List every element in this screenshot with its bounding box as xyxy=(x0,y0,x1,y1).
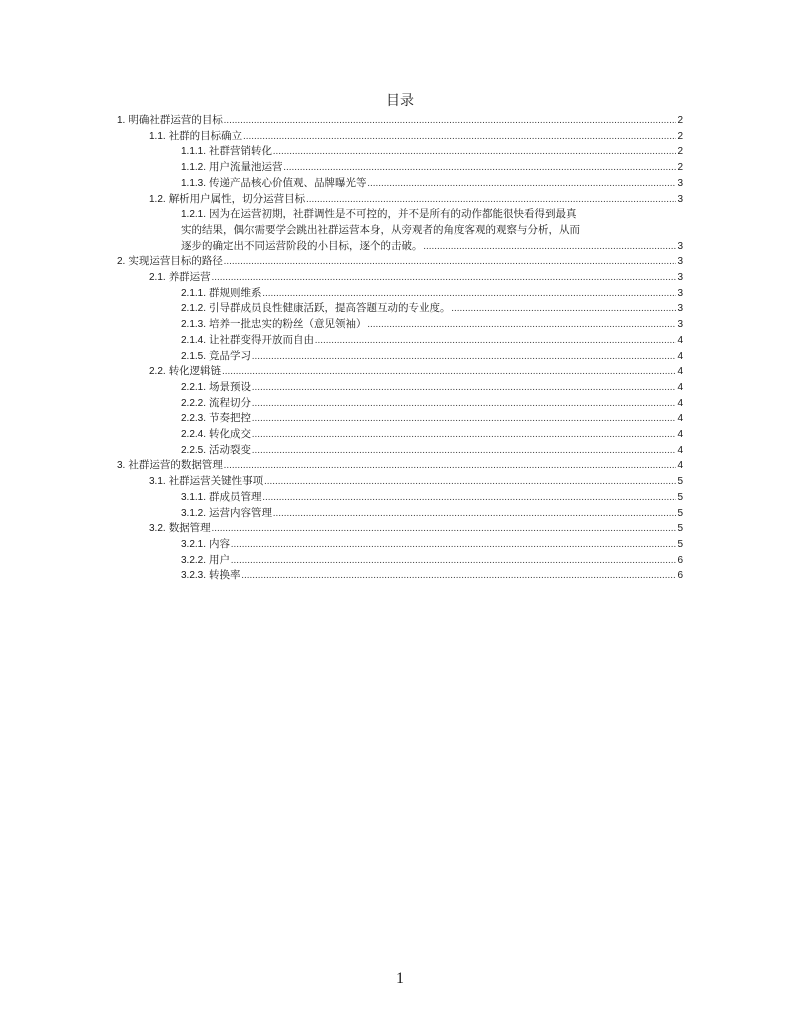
toc-entry[interactable] xyxy=(117,207,683,254)
toc-entry-text: 传递产品核心价值观、品牌曝光等 xyxy=(209,177,367,189)
dot-leader xyxy=(224,254,677,270)
toc-entry[interactable] xyxy=(117,490,683,506)
toc-entry-number: 3.2.2. xyxy=(181,554,207,566)
toc-entry-text: 转化成交 xyxy=(209,429,252,441)
toc-entry-text: 实现运营目标的路径 xyxy=(128,256,223,268)
toc-entry-page: 2 xyxy=(677,115,683,126)
toc-entry-page: 3 xyxy=(677,303,683,315)
toc-entry[interactable] xyxy=(117,411,683,427)
toc-entry-text: 场景预设 xyxy=(209,381,252,393)
toc-entry-page: 3 xyxy=(677,287,683,299)
toc-entry[interactable] xyxy=(117,364,683,380)
toc-entry-page: 4 xyxy=(677,381,683,393)
toc-entry-text: 活动裂变 xyxy=(209,444,252,456)
dot-leader xyxy=(252,411,676,427)
toc-entry[interactable] xyxy=(117,396,683,412)
toc-entry-text: 数据管理 xyxy=(168,523,211,535)
toc-entry[interactable] xyxy=(117,144,683,160)
toc-entry-number: 2.2.2. xyxy=(181,397,207,409)
toc-entry-number: 3.1. xyxy=(149,476,166,488)
toc-entry-page: 3 xyxy=(677,240,683,252)
toc-entry-page: 5 xyxy=(677,523,683,535)
toc-entry[interactable] xyxy=(117,349,683,365)
toc-entry-number: 2.2.3. xyxy=(181,413,207,425)
toc-entry-text: 让社群变得开放而自由 xyxy=(209,334,315,346)
toc-entry-text: 竞品学习 xyxy=(209,350,252,362)
toc-entry-number: 1.1. xyxy=(149,130,166,142)
dot-leader xyxy=(424,239,677,255)
toc-entry[interactable] xyxy=(117,160,683,176)
toc-entry-number: 2.1. xyxy=(149,272,166,284)
toc-entry[interactable] xyxy=(117,474,683,490)
dot-leader xyxy=(222,364,676,380)
toc-entry-number: 2. xyxy=(117,256,126,268)
dot-leader xyxy=(242,568,677,584)
dot-leader xyxy=(252,396,676,412)
dot-leader xyxy=(252,349,676,365)
toc-title: 目录 xyxy=(386,94,414,109)
toc-entry-text: 转化逻辑链 xyxy=(168,366,222,378)
toc-entry-text: 用户 xyxy=(209,554,231,566)
toc-entry-page: 4 xyxy=(677,397,683,409)
toc-entry[interactable] xyxy=(117,506,683,522)
toc-entry[interactable] xyxy=(117,286,683,302)
dot-leader xyxy=(284,160,677,176)
toc-entry-number: 2.2.5. xyxy=(181,444,207,456)
toc-entry-page: 5 xyxy=(677,476,683,488)
dot-leader xyxy=(263,286,677,302)
toc-entry-text-line-3: 逐步的确定出不同运营阶段的小目标，逐个的击破。 xyxy=(181,240,423,252)
dot-leader xyxy=(306,192,676,208)
toc-entry-page: 6 xyxy=(677,570,683,582)
toc-entry[interactable] xyxy=(117,129,683,145)
toc-entry-page: 4 xyxy=(677,334,683,346)
toc-entry[interactable] xyxy=(117,380,683,396)
toc-entry-text: 明确社群运营的目标 xyxy=(128,115,223,126)
toc-entry[interactable] xyxy=(117,176,683,192)
toc-entry-text: 培养一批忠实的粉丝（意见领袖） xyxy=(209,319,367,331)
toc-entry-number: 3.1.1. xyxy=(181,491,207,503)
toc-entry[interactable] xyxy=(117,113,683,129)
toc-entry-number: 1.1.2. xyxy=(181,162,207,174)
dot-leader xyxy=(263,490,677,506)
toc-entry-number: 2.1.2. xyxy=(181,303,207,315)
toc-entry-page: 5 xyxy=(677,538,683,550)
toc-entry-number: 2.1.5. xyxy=(181,350,207,362)
toc-entry-page: 5 xyxy=(677,507,683,519)
toc-entry-text: 群成员管理 xyxy=(209,491,262,503)
dot-leader xyxy=(212,270,677,286)
toc-entry-text: 社群营销转化 xyxy=(209,146,273,158)
toc-entry-number: 1.2. xyxy=(149,193,166,205)
toc-entry-page: 4 xyxy=(677,413,683,425)
toc-entry[interactable] xyxy=(117,458,683,474)
toc-entry-number: 3.1.2. xyxy=(181,507,207,519)
toc-entry-number: 2.2. xyxy=(149,366,166,378)
toc-entry-number: 1.2.1. xyxy=(181,209,207,221)
dot-leader xyxy=(452,301,677,317)
dot-leader xyxy=(243,129,676,145)
toc-entry-number: 1.1.1. xyxy=(181,146,207,158)
toc-entry-page: 4 xyxy=(677,444,683,456)
toc-entry[interactable] xyxy=(117,537,683,553)
toc-entry[interactable] xyxy=(117,192,683,208)
toc-entry-text: 群规则维系 xyxy=(209,287,262,299)
toc-entry-page: 3 xyxy=(677,272,683,284)
toc-entry-number: 1. xyxy=(117,115,126,126)
toc-entry-page: 2 xyxy=(677,130,683,142)
toc-entry-text: 引导群成员良性健康活跃，提高答题互动的专业度。 xyxy=(209,303,451,315)
toc-entry-number: 2.1.4. xyxy=(181,334,207,346)
toc-entry-page: 3 xyxy=(677,256,683,268)
toc-entry[interactable] xyxy=(117,317,683,333)
dot-leader xyxy=(252,443,676,459)
dot-leader xyxy=(273,506,676,522)
toc-entry-page: 4 xyxy=(677,366,683,378)
dot-leader xyxy=(368,176,677,192)
toc-entry[interactable] xyxy=(117,270,683,286)
toc-entry-number: 2.2.1. xyxy=(181,381,207,393)
toc-entry-text: 节奏把控 xyxy=(209,413,252,425)
toc-entry-text: 养群运营 xyxy=(168,272,211,284)
table-of-contents xyxy=(117,113,683,584)
toc-entry[interactable] xyxy=(117,333,683,349)
toc-entry-number: 3.2.3. xyxy=(181,570,207,582)
toc-entry-text: 社群运营的数据管理 xyxy=(128,460,223,472)
toc-entry[interactable] xyxy=(117,427,683,443)
toc-entry[interactable] xyxy=(117,568,683,584)
toc-entry[interactable] xyxy=(117,553,683,569)
toc-entry[interactable] xyxy=(117,521,683,537)
toc-entry-page: 5 xyxy=(677,491,683,503)
toc-entry-page: 3 xyxy=(677,177,683,189)
toc-entry-text-line-2: 实的结果，偶尔需要学会跳出社群运营本身，从旁观者的角度客观的观察与分析，从而 xyxy=(181,224,580,236)
toc-entry-number: 3. xyxy=(117,460,126,472)
toc-entry[interactable] xyxy=(117,443,683,459)
toc-entry-text-line-1: 因为在运营初期，社群调性是不可控的，并不是所有的动作都能很快看得到最真 xyxy=(209,209,577,221)
toc-entry[interactable] xyxy=(117,254,683,270)
toc-entry-page: 3 xyxy=(677,319,683,331)
toc-entry-number: 2.1.1. xyxy=(181,287,207,299)
toc-entry-page: 4 xyxy=(677,460,683,472)
toc-entry-page: 4 xyxy=(677,350,683,362)
page-number: 1 xyxy=(396,970,404,987)
dot-leader xyxy=(224,113,677,129)
toc-entry-text: 社群运营关键性事项 xyxy=(168,476,264,488)
dot-leader xyxy=(252,380,676,396)
toc-entry-page: 3 xyxy=(677,193,683,205)
toc-entry-text: 运营内容管理 xyxy=(209,507,273,519)
toc-entry-text: 内容 xyxy=(209,538,231,550)
toc-entry-text: 流程切分 xyxy=(209,397,252,409)
toc-entry-text: 用户流量池运营 xyxy=(209,162,283,174)
dot-leader xyxy=(368,317,677,333)
toc-entry-number: 2.1.3. xyxy=(181,319,207,331)
dot-leader xyxy=(264,474,676,490)
toc-entry-number: 1.1.3. xyxy=(181,177,207,189)
toc-entry-page: 4 xyxy=(677,429,683,441)
dot-leader xyxy=(273,144,676,160)
dot-leader xyxy=(224,458,677,474)
toc-entry-text: 社群的目标确立 xyxy=(168,130,243,142)
toc-entry-page: 6 xyxy=(677,554,683,566)
toc-entry-number: 3.2.1. xyxy=(181,538,207,550)
toc-entry-number: 3.2. xyxy=(149,523,166,535)
toc-entry[interactable] xyxy=(117,301,683,317)
toc-entry-text: 解析用户属性，切分运营目标 xyxy=(168,193,306,205)
dot-leader xyxy=(315,333,676,349)
toc-entry-number: 2.2.4. xyxy=(181,429,207,441)
toc-entry-text: 转换率 xyxy=(209,570,241,582)
toc-entry-page: 2 xyxy=(677,146,683,158)
dot-leader xyxy=(231,553,676,569)
dot-leader xyxy=(231,537,676,553)
dot-leader xyxy=(252,427,676,443)
toc-entry-page: 2 xyxy=(677,162,683,174)
dot-leader xyxy=(212,521,677,537)
